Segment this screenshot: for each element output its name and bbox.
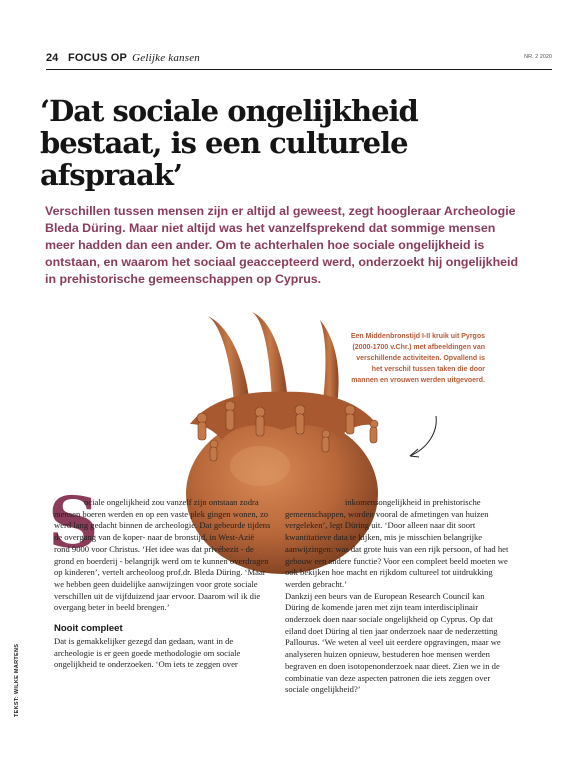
drop-cap: S	[48, 481, 99, 564]
body-column-1	[54, 497, 272, 671]
subheading: Nooit compleet	[54, 623, 123, 635]
section-title	[68, 52, 200, 64]
body-paragraph: ociale ongelijkheid zou vanzelf zijn ontstaan zodra mensen boeren werden en op een vaste plek gingen wonen, zo werd lang gedacht binnen de archeologie. Dat gebeurde tijdens de overgang van de koper- naar de bronstijd, in West-Azië rond 9000 voor Christus. ‘Het idee was dat privébezit - de grond en boerderij - belangrijk werd om te kunnen overdragen op kinderen’, vertelt archeoloog prof.dr. Bleda Düring. ‘Maar we hebben geen duidelijke aanwijzingen voor grote sociale verschillen uit de vijfduizend jaar ervoor. Daarom wil ik die overgang beter in beeld brengen.’	[54, 497, 271, 613]
body-paragraph: Dankzij een beurs van de European Research Council kan Düring de komende jaren met zijn team interdisciplinair onderzoek doen naar sociale ongelijkheid op Cyprus. Op dat eiland doet Düring al tien jaar onderzoek naar de nederzetting Pallourus. ‘We weten al veel uit eerdere opgravingen, maar we analyseren huizen opnieuw, bestuderen hoe mensen werden begraven en doen isotopenonderzoek naar dieet. Zien we in de combinatie van deze aspecten patronen die iets zeggen over sociale ongelijkheid?’	[285, 590, 501, 695]
body-paragraph: inkomensongelijkheid in prehistorische gemeenschappen, worden vooral de afmetingen van huizen vergeleken’, legt Düring uit. ‘Door alleen naar dit soort kwantitatieve data te kijken, mis je misschien belangrijke aanwijzingen: was dat grote huis van een rijk persoon, of had het gebouw een andere functie? Voor een compleet beeld moeten we ook bekijken hoe macht en rijkdom cultureel tot uitdrukking werden gebracht.’	[285, 497, 509, 589]
caption-arrow	[396, 414, 446, 462]
page-header	[46, 52, 552, 68]
body-paragraph: Dat is gemakkelijker gezegd dan gedaan, want in de archeologie is er geen goede methodologie om sociale ongelijkheid te onderzoeken. ‘Om iets te zeggen over	[54, 636, 241, 670]
body-column-2	[285, 497, 510, 696]
section-label: FOCUS OP	[68, 52, 127, 64]
lede: Verschillen tussen mensen zijn er altijd al geweest, zegt hoogleraar Archeologie Bleda Düring. Maar niet altijd was het vanzelfsprekend dat sommige mensen meer hadden dan een ander. Om te achterhalen hoe sociale ongelijkheid is ontstaan, en waarom het sociaal geaccepteerd werd, onderzoekt hij ongelijkheid in prehistorische gemeenschappen op Cyprus.	[45, 204, 519, 286]
author-credit: TEKST: WILKE MARTENS	[14, 643, 20, 717]
page-number: 24	[46, 52, 59, 64]
subsection-label: Gelijke kansen	[132, 52, 200, 64]
photo-caption: Een Middenbronstijd I-II kruik uit Pyrgos (2000-1700 v.Chr.) met afbeeldingen van verschillende activiteiten. Opvallend is het verschil tussen taken die door mannen en vrouwen werden uitgevoerd.	[350, 333, 485, 384]
headline: ‘Dat sociale ongelijkheid bestaat, is een culturele afspraak’	[40, 94, 418, 192]
issue-label: NR. 2 2020	[524, 54, 552, 60]
header-rule	[46, 69, 552, 70]
